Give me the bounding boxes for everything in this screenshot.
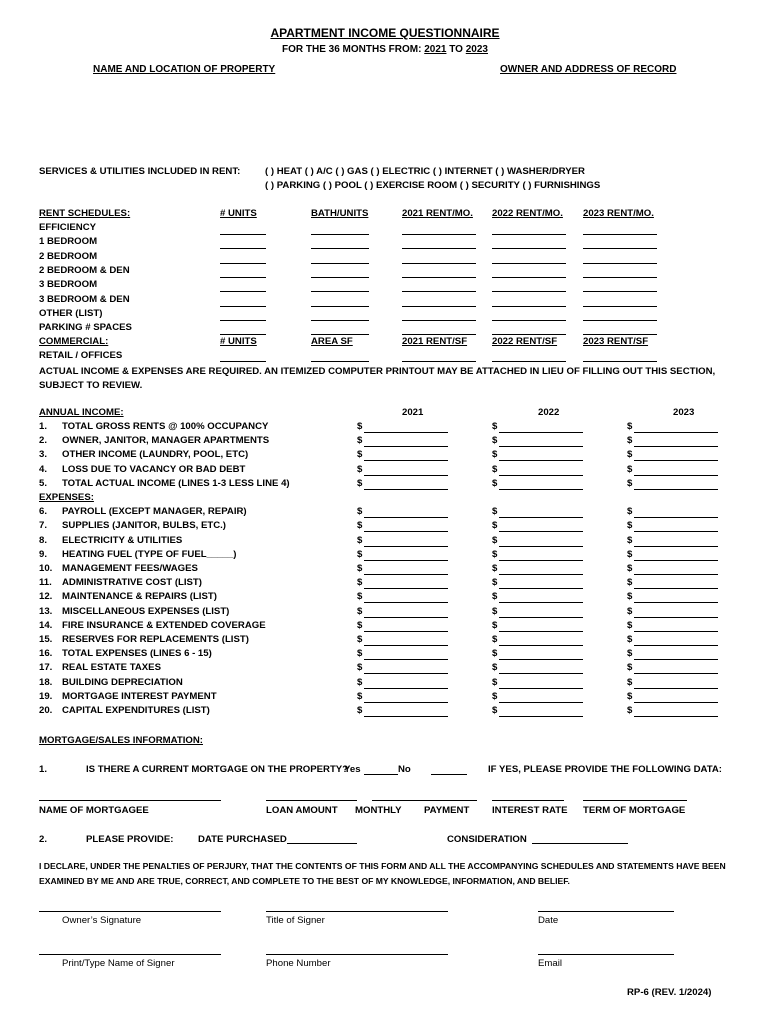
rent-field[interactable] — [583, 263, 657, 264]
q1-number: 1. — [39, 764, 48, 775]
year-2023-header: 2023 — [673, 407, 695, 418]
amount-field[interactable] — [499, 489, 583, 490]
rent-header-0: RENT SCHEDULES: — [39, 208, 131, 219]
rent-field[interactable] — [492, 306, 566, 307]
mortgagee-name-field[interactable] — [39, 800, 221, 801]
amount-field[interactable] — [634, 631, 718, 632]
services-options-row2[interactable]: ( ) PARKING ( ) POOL ( ) EXERCISE ROOM ( ) SECURITY ( ) FURNISHINGS — [265, 180, 601, 191]
rent-field[interactable] — [583, 291, 657, 292]
rent-field[interactable] — [492, 263, 566, 264]
line-number: 15. — [39, 634, 53, 645]
amount-field[interactable] — [364, 659, 448, 660]
loan-amount-field[interactable] — [266, 800, 357, 801]
date-purchased-label: DATE PURCHASED — [198, 834, 287, 845]
amount-field[interactable] — [499, 659, 583, 660]
rent-field[interactable] — [583, 248, 657, 249]
rent-field[interactable] — [492, 234, 566, 235]
rent-header-1: # UNITS — [220, 208, 257, 219]
if-yes-text: IF YES, PLEASE PROVIDE THE FOLLOWING DATA: — [488, 764, 722, 775]
dollar-sign: $ — [357, 506, 363, 518]
line-label: MANAGEMENT FEES/WAGES — [62, 563, 198, 574]
dollar-sign: $ — [492, 463, 498, 475]
dollar-sign: $ — [357, 648, 363, 660]
rent-field[interactable] — [492, 320, 566, 321]
monthly-payment-field[interactable] — [372, 800, 477, 801]
rent-field[interactable] — [220, 263, 266, 264]
rent-field[interactable] — [583, 306, 657, 307]
amount-field[interactable] — [499, 631, 583, 632]
dollar-sign: $ — [492, 634, 498, 645]
rent-field[interactable] — [402, 234, 476, 235]
print-name-field[interactable] — [39, 954, 221, 955]
dollar-sign: $ — [357, 577, 363, 589]
annual-income-title: ANNUAL INCOME: — [39, 407, 124, 418]
amount-field[interactable] — [634, 489, 718, 490]
rent-header-2: BATH/UNITS — [311, 208, 369, 219]
rent-field[interactable] — [220, 248, 266, 249]
line-number: 14. — [39, 619, 53, 631]
dollar-sign: $ — [492, 648, 498, 660]
amount-field[interactable] — [634, 602, 718, 603]
dollar-sign: $ — [492, 605, 498, 617]
amount-field[interactable] — [634, 446, 718, 447]
rent-field[interactable] — [402, 334, 476, 335]
rent-field[interactable] — [220, 306, 266, 307]
amount-field[interactable] — [634, 560, 718, 561]
dollar-sign: $ — [627, 520, 633, 532]
amount-field[interactable] — [499, 617, 583, 618]
rent-row-label: 2 BEDROOM — [39, 250, 98, 262]
rent-field[interactable] — [311, 263, 369, 264]
dollar-sign: $ — [627, 534, 633, 546]
amount-field[interactable] — [499, 475, 583, 476]
dollar-sign: $ — [492, 534, 498, 546]
rent-field[interactable] — [220, 320, 266, 321]
dollar-sign: $ — [627, 477, 633, 489]
expenses-title: EXPENSES: — [39, 492, 94, 503]
rent-field[interactable] — [402, 291, 476, 292]
line-number: 5. — [39, 477, 48, 489]
year-to: 2023 — [465, 44, 488, 55]
line-label: LOSS DUE TO VACANCY OR BAD DEBT — [62, 463, 246, 475]
commercial-header-4: 2022 RENT/SF — [492, 336, 558, 347]
dollar-sign: $ — [627, 548, 633, 560]
year-2021-header: 2021 — [402, 407, 424, 418]
dollar-sign: $ — [492, 705, 498, 716]
amount-field[interactable] — [499, 702, 583, 703]
title-signer-field[interactable] — [266, 911, 448, 912]
owner-address-heading: OWNER AND ADDRESS OF RECORD — [500, 64, 677, 75]
line-label: ELECTRICITY & UTILITIES — [62, 534, 183, 546]
rent-field[interactable] — [311, 291, 369, 292]
dollar-sign: $ — [627, 605, 633, 617]
rent-field[interactable] — [311, 320, 369, 321]
dollar-sign: $ — [627, 563, 633, 574]
line-label: PAYROLL (EXCEPT MANAGER, REPAIR) — [62, 506, 247, 518]
q1-question: IS THERE A CURRENT MORTGAGE ON THE PROPERTY? — [86, 764, 349, 775]
line-number: 6. — [39, 506, 48, 518]
amount-field[interactable] — [364, 531, 448, 532]
rent-field[interactable] — [492, 277, 566, 278]
amount-field[interactable] — [634, 673, 718, 674]
commercial-header-5: 2023 RENT/SF — [583, 336, 649, 347]
dollar-sign: $ — [627, 577, 633, 589]
dollar-sign: $ — [357, 548, 363, 560]
phone-label: Phone Number — [266, 958, 331, 969]
amount-field[interactable] — [499, 716, 583, 717]
line-number: 1. — [39, 421, 48, 432]
dollar-sign: $ — [492, 477, 498, 489]
line-number: 7. — [39, 520, 48, 532]
amount-field[interactable] — [634, 432, 718, 433]
line-label: TOTAL EXPENSES (LINES 6 - 15) — [62, 648, 212, 660]
dollar-sign: $ — [492, 577, 498, 589]
period-line — [0, 44, 770, 55]
rent-field[interactable] — [311, 248, 369, 249]
amount-field[interactable] — [499, 688, 583, 689]
dollar-sign: $ — [357, 520, 363, 532]
dollar-sign: $ — [357, 676, 363, 688]
amount-field[interactable] — [364, 574, 448, 575]
services-options-row1[interactable]: ( ) HEAT ( ) A/C ( ) GAS ( ) ELECTRIC ( ) INTERNET ( ) WASHER/DRYER — [265, 166, 585, 177]
owner-signature-label: Owner’s Signature — [62, 915, 142, 926]
line-number: 18. — [39, 676, 53, 688]
rent-field[interactable] — [402, 248, 476, 249]
line-number: 9. — [39, 548, 48, 560]
rent-header-3: 2021 RENT/MO. — [402, 208, 473, 219]
amount-field[interactable] — [364, 617, 448, 618]
rent-field[interactable] — [220, 291, 266, 292]
consideration-field[interactable] — [532, 843, 628, 844]
dollar-sign: $ — [492, 506, 498, 518]
line-number: 19. — [39, 690, 53, 702]
q2-number: 2. — [39, 834, 48, 845]
amount-field[interactable] — [364, 475, 448, 476]
notice-text: ACTUAL INCOME & EXPENSES ARE REQUIRED. AN ITEMIZED COMPUTER PRINTOUT MAY BE ATTACHED IN LIEU OF FILLING OUT THIS SECTION, SUBJECT TO REVIEW. — [39, 366, 716, 391]
line-number: 13. — [39, 605, 53, 617]
line-number: 16. — [39, 648, 53, 660]
dollar-sign: $ — [627, 634, 633, 645]
rent-row-label: OTHER (LIST) — [39, 307, 103, 319]
term-field[interactable] — [583, 800, 687, 801]
commercial-field[interactable] — [220, 361, 266, 362]
no-blank[interactable] — [431, 774, 467, 775]
rent-header-5: 2023 RENT/MO. — [583, 208, 654, 219]
rent-field[interactable] — [492, 334, 566, 335]
line-label: ADMINISTRATIVE COST (LIST) — [62, 577, 202, 589]
amount-field[interactable] — [499, 588, 583, 589]
rent-field[interactable] — [220, 334, 266, 335]
dollar-sign: $ — [627, 591, 633, 603]
rent-field[interactable] — [402, 320, 476, 321]
amount-field[interactable] — [364, 546, 448, 547]
dollar-sign: $ — [357, 605, 363, 617]
amount-field[interactable] — [634, 546, 718, 547]
amount-field[interactable] — [634, 574, 718, 575]
commercial-header-3: 2021 RENT/SF — [402, 336, 468, 347]
amount-field[interactable] — [634, 645, 718, 646]
dollar-sign: $ — [627, 435, 633, 447]
rent-field[interactable] — [492, 291, 566, 292]
rent-field[interactable] — [583, 234, 657, 235]
retail-offices-label: RETAIL / OFFICES — [39, 350, 123, 361]
interest-rate-label: INTEREST RATE — [492, 805, 568, 816]
amount-field[interactable] — [499, 645, 583, 646]
dollar-sign: $ — [627, 506, 633, 518]
amount-field[interactable] — [634, 702, 718, 703]
amount-field[interactable] — [499, 531, 583, 532]
amount-field[interactable] — [499, 602, 583, 603]
line-label: OTHER INCOME (LAUNDRY, POOL, ETC) — [62, 449, 249, 461]
dollar-sign: $ — [357, 634, 363, 645]
rent-field[interactable] — [220, 234, 266, 235]
amount-field[interactable] — [499, 673, 583, 674]
line-number: 4. — [39, 463, 48, 475]
amount-field[interactable] — [634, 517, 718, 518]
phone-field[interactable] — [266, 954, 448, 955]
rent-row-label: 1 BEDROOM — [39, 236, 98, 248]
amount-field[interactable] — [364, 702, 448, 703]
form-title: APARTMENT INCOME QUESTIONNAIRE — [270, 26, 500, 40]
dollar-sign: $ — [492, 662, 498, 674]
amount-field[interactable] — [364, 716, 448, 717]
rent-field[interactable] — [220, 277, 266, 278]
rent-field[interactable] — [402, 306, 476, 307]
amount-field[interactable] — [634, 688, 718, 689]
period-to: TO — [449, 44, 463, 55]
dollar-sign: $ — [357, 534, 363, 546]
line-label: OWNER, JANITOR, MANAGER APARTMENTS — [62, 435, 270, 447]
amount-field[interactable] — [364, 645, 448, 646]
commercial-field[interactable] — [311, 361, 369, 362]
rent-field[interactable] — [583, 320, 657, 321]
amount-field[interactable] — [364, 560, 448, 561]
line-label: SUPPLIES (JANITOR, BULBS, ETC.) — [62, 520, 226, 532]
declaration-text: I DECLARE, UNDER THE PENALTIES OF PERJURY, THAT THE CONTENTS OF THIS FORM AND ALL THE ACCOMPANYING SCHEDULES AND STATEMENTS HAVE BEEN EXAMINED BY ME AND ARE TRUE, CORRECT, AND COMPLETE TO THE BEST OF MY KNOWLEDGE, INFORMATION, AND BELIEF. — [39, 861, 726, 886]
amount-field[interactable] — [364, 673, 448, 674]
rent-row-label: 2 BEDROOM & DEN — [39, 264, 130, 276]
dollar-sign: $ — [357, 705, 363, 716]
period-prefix: FOR THE 36 MONTHS FROM: — [281, 44, 422, 55]
rent-field[interactable] — [402, 277, 476, 278]
date-purchased-field[interactable] — [287, 843, 357, 844]
dollar-sign: $ — [492, 676, 498, 688]
line-label: FIRE INSURANCE & EXTENDED COVERAGE — [62, 619, 266, 631]
amount-field[interactable] — [634, 716, 718, 717]
amount-field[interactable] — [634, 531, 718, 532]
interest-rate-field[interactable] — [492, 800, 564, 801]
amount-field[interactable] — [364, 602, 448, 603]
amount-field[interactable] — [364, 688, 448, 689]
term-of-mortgage-label: TERM OF MORTGAGE — [583, 805, 686, 816]
line-label: TOTAL ACTUAL INCOME (LINES 1-3 LESS LINE 4) — [62, 477, 290, 489]
dollar-sign: $ — [627, 463, 633, 475]
dollar-sign: $ — [492, 619, 498, 631]
commercial-field[interactable] — [583, 361, 657, 362]
dollar-sign: $ — [627, 449, 633, 461]
dollar-sign: $ — [627, 619, 633, 631]
amount-field[interactable] — [364, 489, 448, 490]
payment-label: PAYMENT — [424, 805, 470, 816]
dollar-sign: $ — [357, 435, 363, 447]
amount-field[interactable] — [634, 659, 718, 660]
title-signer-label: Title of Signer — [266, 915, 325, 926]
year-2022-header: 2022 — [538, 407, 560, 418]
dollar-sign: $ — [357, 591, 363, 603]
line-number: 20. — [39, 705, 53, 716]
line-label: MORTGAGE INTEREST PAYMENT — [62, 690, 217, 702]
line-label: HEATING FUEL (TYPE OF FUEL_____) — [62, 548, 237, 560]
dollar-sign: $ — [627, 690, 633, 702]
rent-field[interactable] — [402, 263, 476, 264]
rent-field[interactable] — [583, 277, 657, 278]
dollar-sign: $ — [357, 563, 363, 574]
rent-field[interactable] — [583, 334, 657, 335]
no-label: No — [398, 764, 411, 775]
loan-amount-label: LOAN AMOUNT — [266, 805, 338, 816]
line-label: TOTAL GROSS RENTS @ 100% OCCUPANCY — [62, 421, 269, 432]
amount-field[interactable] — [499, 446, 583, 447]
amount-field[interactable] — [364, 446, 448, 447]
line-label: MAINTENANCE & REPAIRS (LIST) — [62, 591, 217, 603]
commercial-field[interactable] — [492, 361, 566, 362]
line-number: 3. — [39, 449, 48, 461]
yes-blank[interactable] — [364, 774, 398, 775]
rent-field[interactable] — [492, 248, 566, 249]
commercial-header-2: AREA SF — [311, 336, 353, 347]
dollar-sign: $ — [492, 548, 498, 560]
line-number: 8. — [39, 534, 48, 546]
amount-field[interactable] — [364, 631, 448, 632]
dollar-sign: $ — [492, 435, 498, 447]
rent-row-label: PARKING # SPACES — [39, 322, 132, 334]
amount-field[interactable] — [364, 588, 448, 589]
email-label: Email — [538, 958, 562, 969]
line-label: RESERVES FOR REPLACEMENTS (LIST) — [62, 634, 249, 645]
line-number: 10. — [39, 563, 53, 574]
amount-field[interactable] — [364, 517, 448, 518]
services-label: SERVICES & UTILITIES INCLUDED IN RENT: — [39, 166, 241, 177]
line-label: MISCELLANEOUS EXPENSES (LIST) — [62, 605, 230, 617]
amount-field[interactable] — [499, 460, 583, 461]
name-location-heading: NAME AND LOCATION OF PROPERTY — [93, 64, 276, 75]
amount-field[interactable] — [499, 574, 583, 575]
rent-field[interactable] — [311, 306, 369, 307]
dollar-sign: $ — [627, 648, 633, 660]
amount-field[interactable] — [499, 517, 583, 518]
dollar-sign: $ — [492, 449, 498, 461]
consideration-label: CONSIDERATION — [447, 834, 527, 845]
amount-field[interactable] — [499, 560, 583, 561]
dollar-sign: $ — [357, 690, 363, 702]
amount-field[interactable] — [499, 546, 583, 547]
line-label: REAL ESTATE TAXES — [62, 662, 161, 674]
name-of-mortgagee-label: NAME OF MORTGAGEE — [39, 805, 149, 816]
amount-field[interactable] — [634, 460, 718, 461]
mortgage-title: MORTGAGE/SALES INFORMATION: — [39, 735, 203, 746]
line-number: 12. — [39, 591, 53, 603]
amount-field[interactable] — [634, 617, 718, 618]
form-id: RP-6 (REV. 1/2024) — [627, 987, 712, 998]
dollar-sign: $ — [492, 520, 498, 532]
date-label: Date — [538, 915, 559, 926]
monthly-label: MONTHLY — [355, 805, 402, 816]
rent-row-label: EFFICIENCY — [39, 222, 97, 233]
commercial-header-1: # UNITS — [220, 336, 257, 347]
dollar-sign: $ — [627, 662, 633, 674]
print-name-label: Print/Type Name of Signer — [62, 958, 175, 969]
commercial-header-0: COMMERCIAL: — [39, 336, 109, 347]
dollar-sign: $ — [492, 690, 498, 702]
rent-row-label: 3 BEDROOM — [39, 279, 98, 291]
amount-field[interactable] — [634, 475, 718, 476]
rent-field[interactable] — [311, 277, 369, 278]
dollar-sign: $ — [357, 463, 363, 475]
dollar-sign: $ — [627, 676, 633, 688]
rent-field[interactable] — [311, 334, 369, 335]
year-from: 2021 — [424, 44, 447, 55]
rent-header-4: 2022 RENT/MO. — [492, 208, 563, 219]
rent-row-label: 3 BEDROOM & DEN — [39, 293, 130, 305]
dollar-sign: $ — [357, 449, 363, 461]
line-number: 17. — [39, 662, 53, 674]
dollar-sign: $ — [357, 421, 363, 432]
line-label: BUILDING DEPRECIATION — [62, 676, 183, 688]
dollar-sign: $ — [627, 421, 633, 432]
email-field[interactable] — [538, 954, 674, 955]
date-field[interactable] — [538, 911, 674, 912]
commercial-field[interactable] — [402, 361, 476, 362]
please-provide-label: PLEASE PROVIDE: — [86, 834, 174, 845]
rent-field[interactable] — [311, 234, 369, 235]
dollar-sign: $ — [492, 563, 498, 574]
dollar-sign: $ — [492, 421, 498, 432]
dollar-sign: $ — [492, 591, 498, 603]
amount-field[interactable] — [364, 460, 448, 461]
line-number: 2. — [39, 435, 48, 447]
line-label: CAPITAL EXPENDITURES (LIST) — [62, 705, 210, 716]
dollar-sign: $ — [357, 662, 363, 674]
amount-field[interactable] — [499, 432, 583, 433]
dollar-sign: $ — [357, 477, 363, 489]
dollar-sign: $ — [357, 619, 363, 631]
amount-field[interactable] — [364, 432, 448, 433]
owner-signature-field[interactable] — [39, 911, 221, 912]
line-number: 11. — [39, 577, 52, 589]
yes-label: Yes — [344, 764, 361, 775]
amount-field[interactable] — [634, 588, 718, 589]
dollar-sign: $ — [627, 705, 633, 716]
